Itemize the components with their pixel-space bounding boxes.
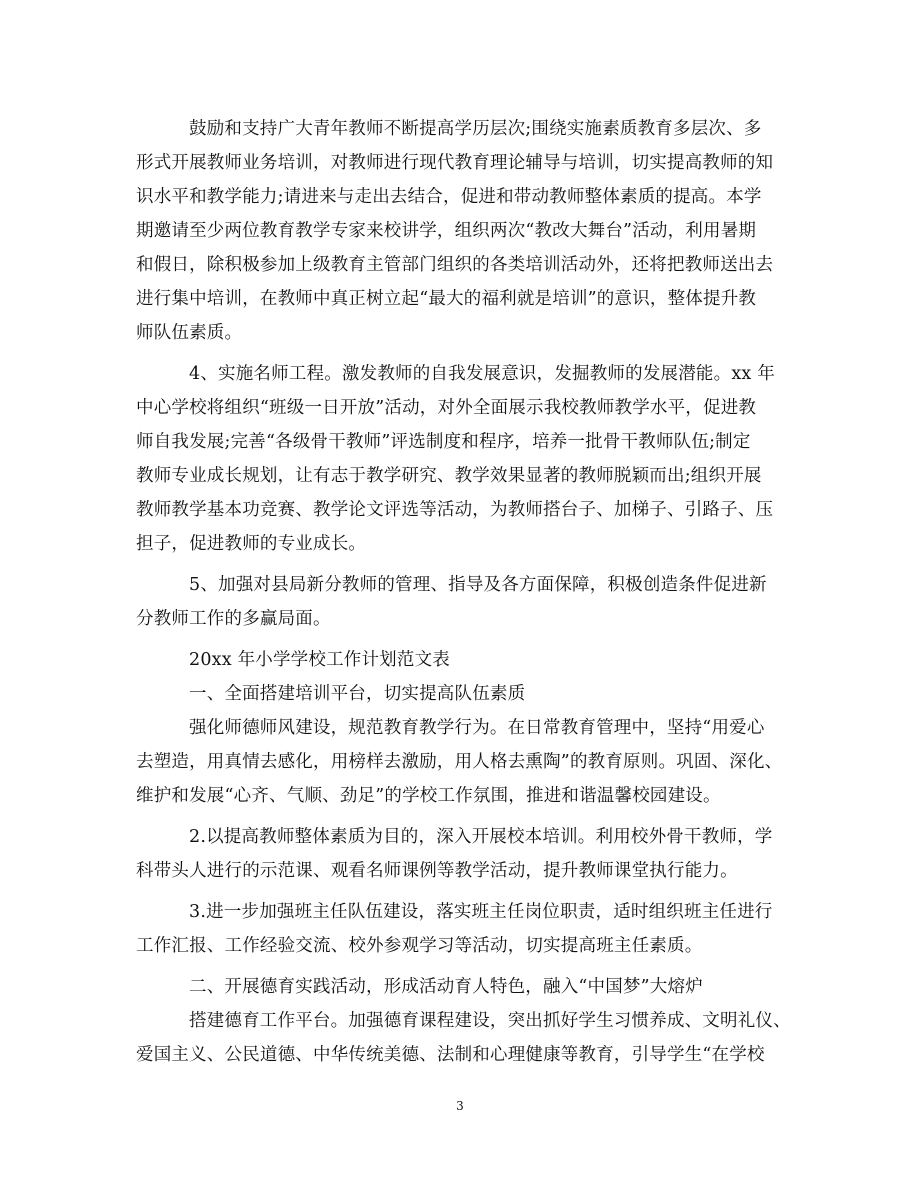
- text-line: 分教师工作的多赢局面。: [136, 609, 331, 629]
- text-line: 5、加强对县局新分教师的管理、指导及各方面保障，积极创造条件促进新: [189, 575, 767, 595]
- text-line: 进行集中培训，在教师中真正树立起“最大的福利就是培训”的意识，整体提升教: [136, 289, 757, 309]
- text-line: 爱国主义、公民道德、中华传统美德、法制和心理健康等教育，引导学生“在学校: [136, 1045, 765, 1065]
- text-line: 形式开展教师业务培训，对教师进行现代教育理论辅导与培训，切实提高教师的知: [136, 153, 774, 173]
- text-line: 鼓励和支持广大青年教师不断提高学历层次;围绕实施素质教育多层次、多: [189, 119, 762, 139]
- text-line: 科带头人进行的示范课、观看名师课例等教学活动，提升教师课堂执行能力。: [136, 861, 738, 881]
- text-line: 维护和发展“心齐、气顺、劲足”的学校工作氛围，推进和谐温馨校园建设。: [136, 786, 721, 806]
- text-line: 2.以提高教师整体素质为目的，深入开展校本培训。利用校外骨干教师，学: [189, 827, 773, 847]
- text-line: 教师教学基本功竞赛、教学论文评选等活动，为教师搭台子、加梯子、引路子、压: [136, 500, 774, 520]
- text-line: 去塑造，用真情去感化，用榜样去激励，用人格去熏陶”的教育原则。巩固、深化、: [136, 752, 783, 772]
- text-line: 4、实施名师工程。激发教师的自我发展意识，发掘教师的发展潜能。xx 年: [189, 364, 775, 384]
- text-line: 搭建德育工作平台。加强德育课程建设，突出抓好学生习惯养成、文明礼仪、: [189, 1011, 791, 1031]
- text-line: 师队伍素质。: [136, 323, 243, 343]
- text-line: 和假日，除积极参加上级教育主管部门组织的各类培训活动外，还将把教师送出去: [136, 255, 774, 275]
- text-line: 师自我发展;完善“各级骨干教师”评选制度和程序，培养一批骨干教师队伍;制定: [136, 432, 751, 452]
- page-number: 3: [456, 1099, 464, 1113]
- text-line: 工作汇报、工作经验交流、校外参观学习等活动，切实提高班主任素质。: [136, 936, 703, 956]
- text-line: 识水平和教学能力;请进来与走出去结合，促进和带动教师整体素质的提高。本学: [136, 187, 762, 207]
- section-heading: 一、全面搭建培训平台，切实提高队伍素质: [189, 684, 526, 704]
- section-heading: 二、开展德育实践活动，形成活动育人特色，融入“中国梦”大熔炉: [189, 977, 703, 997]
- text-line: 教师专业成长规划，让有志于教学研究、教学效果显著的教师脱颖而出;组织开展: [136, 466, 762, 486]
- text-line: 3.进一步加强班主任队伍建设，落实班主任岗位职责，适时组织班主任进行: [189, 902, 773, 922]
- text-line: 期邀请至少两位教育教学专家来校讲学，组织两次“教改大舞台”活动，利用暑期: [136, 221, 757, 241]
- text-line: 强化师德师风建设，规范教育教学行为。在日常教育管理中，坚持“用爱心: [189, 718, 765, 738]
- section-title: 20xx 年小学学校工作计划范文表: [189, 650, 450, 670]
- text-line: 担子，促进教师的专业成长。: [136, 534, 367, 554]
- text-line: 中心学校将组织“班级一日开放”活动，对外全面展示我校教师教学水平，促进教: [136, 398, 757, 418]
